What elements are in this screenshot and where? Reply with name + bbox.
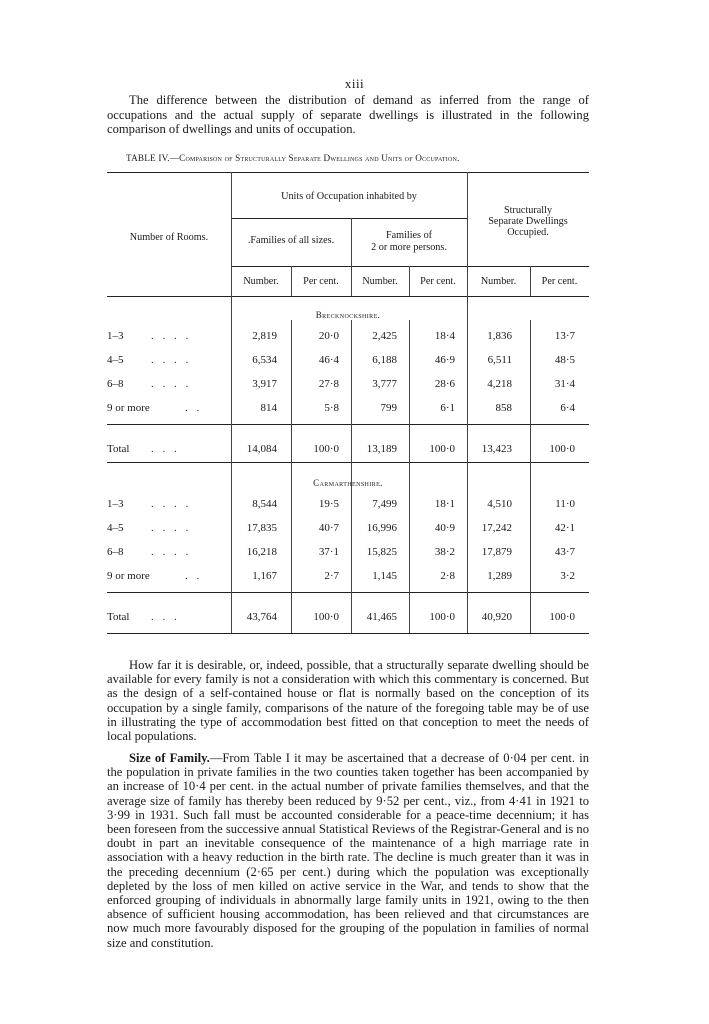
leader-dots: . . [185,402,203,414]
table-cell: 814 [260,402,277,414]
row-label-text: Total [107,611,130,623]
paragraph-accommodation: How far it is desirable, or, indeed, possible, that a structurally separate dwelling should be available for every family is not a consideration with which this commentary is concerned. But as the design of a self-contained house or flat is normally based on the conception of its occupation by a single family, comparisons of the nature of the foregoing table may be of use in illustrating the type of accommodation best fitted on that conception to meet the needs of local populations. [107,658,589,744]
header-percent-3: Per cent. [541,276,578,287]
row-label-text: Total [107,443,130,455]
leader-dots: . . . . [151,330,192,342]
header-dwellings-line3: Occupied. [507,227,549,238]
table-col-rule-data-2 [291,320,292,633]
table-cell: 17,242 [481,522,512,534]
table-title [126,153,596,163]
table-cell: 858 [495,402,512,414]
row-label [107,498,231,510]
table-cell: 2,425 [372,330,397,342]
table-cell: 15,825 [366,546,397,558]
table-rule-carmarthen-total-bottom [107,633,589,634]
table-cell: 6,188 [372,354,397,366]
table-cell: 100·0 [549,443,575,455]
table-cell: 8,544 [252,498,277,510]
header-families-all: .Families of all sizes. [247,235,335,246]
header-units-group: Units of Occupation inhabited by [281,191,417,202]
table-cell: 2,819 [252,330,277,342]
table-cell: 7,499 [372,498,397,510]
table-cell: 4,218 [487,378,512,390]
table-rule-header-bottom [107,296,589,297]
table-cell: 43·7 [554,546,575,558]
table-rule-top [107,172,589,173]
table-cell: 46·4 [318,354,339,366]
table-cell: 31·4 [554,378,575,390]
table-cell: 40·7 [318,522,339,534]
table-cell: 1,836 [487,330,512,342]
table-cell: 27·8 [318,378,339,390]
table-cell: 40·9 [434,522,455,534]
table-cell: 2·8 [440,570,455,582]
paragraph-size-of-family-text: —From Table I it may be ascertained that a decrease of 0·04 per cent. in the population in private families in the two counties taken together has been accompanied by an increase of 10·4 per cent. in the actual number of private families themselves, and that the average size of family has thereby been reduced by 9·52 per cent., viz., from 4·41 in 1921 to 3·99 in 1931. Such fall must be accounted considerable for a peace-time decennium; it has been foreseen from the successive annual Statistical Reviews of the Registrar-General and is no doubt in part an inevitable consequence of the maintenance of a high marriage rate in association with a heavy reduction in the birth rate. The decline is much greater than it was in the preceding decennium (2·65 per cent.) during which the population was exceptionally depleted by the loss of men killed on active service in the War, and tends to show that the enforced grouping of individuals in abnormally large family units in 1921, owing to the then absence of sufficient housing accommodation, has been relieved and that circumstances are now much more favourably disposed for the grouping of the population in families of normal size and constitution. [107,751,589,950]
row-label-text: 4–5 [107,522,124,534]
header-families-2-line2: 2 or more persons. [371,242,447,253]
header-dwellings-line1: Structurally [503,205,553,216]
table-col-rule-data-3 [351,320,352,633]
table-cell: 100·0 [313,611,339,623]
table-cell: 18·4 [434,330,455,342]
table-cell: 13,189 [366,443,397,455]
table-cell: 18·1 [434,498,455,510]
table-cell: 13·7 [554,330,575,342]
table-cell: 100·0 [549,611,575,623]
row-label-text: 6–8 [107,378,124,390]
table-cell: 6,534 [252,354,277,366]
row-label [107,443,231,455]
table-cell: 14,084 [246,443,277,455]
leader-dots: . . . [151,443,180,455]
table-cell: 19·5 [318,498,339,510]
table-cell: 48·5 [554,354,575,366]
row-label [107,402,231,414]
table-cell: 1,145 [372,570,397,582]
leader-dots: . . . [151,611,180,623]
table-cell: 17,835 [246,522,277,534]
comparison-table [107,172,589,636]
table-rule-brecknock-total-bottom [107,462,589,463]
table-cell: 42·1 [554,522,575,534]
table-cell: 4,510 [487,498,512,510]
table-cell: 28·6 [434,378,455,390]
header-dwellings-line2: Separate Dwellings [488,216,568,227]
table-cell: 1,167 [252,570,277,582]
row-label-text: 9 or more [107,570,150,582]
table-rule-carmarthen-total-top [107,592,589,593]
row-label [107,378,231,390]
row-label-text: 6–8 [107,546,124,558]
table-cell: 3·2 [560,570,575,582]
table-cell: 100·0 [429,443,455,455]
table-cell: 43,764 [246,611,277,623]
table-col-rule-data-6 [530,320,531,633]
row-label [107,611,231,623]
table-cell: 3,777 [372,378,397,390]
leader-dots: . . . . [151,378,192,390]
table-cell: 6·1 [440,402,455,414]
header-families-2-line1: Families of [385,230,433,241]
table-cell: 3,917 [252,378,277,390]
paragraph-size-of-family [107,751,589,950]
page-number: xiii [344,76,365,91]
table-cell: 6,511 [487,354,512,366]
table-cell: 37·1 [318,546,339,558]
header-rooms: Number of Rooms. [129,232,209,243]
table-cell: 6·4 [560,402,575,414]
row-label [107,546,231,558]
leader-dots: . . . . [151,354,192,366]
section-heading: Brecknockshire. [315,310,381,320]
leader-dots: . . [185,570,203,582]
table-cell: 46·9 [434,354,455,366]
table-cell: 16,996 [366,522,397,534]
table-cell: 38·2 [434,546,455,558]
intro-paragraph: The difference between the distribution of demand as inferred from the range of occupations and the actual supply of separate dwellings is illustrated in the following comparison of dwellings and units of occupation. [107,93,589,137]
header-percent-2: Per cent. [420,276,456,287]
paragraph-heading: Size of Family. [129,751,210,765]
table-cell: 13,423 [481,443,512,455]
header-number-3: Number. [480,276,517,287]
row-label-text: 4–5 [107,354,124,366]
table-title-text: Comparison of Structurally Separate Dwellings and Units of Occupation. [179,153,460,163]
table-rule-units [231,218,467,219]
row-label-text: 1–3 [107,330,124,342]
leader-dots: . . . . [151,546,192,558]
leader-dots: . . . . [151,522,192,534]
leader-dots: . . . . [151,498,192,510]
header-percent-1: Per cent. [303,276,339,287]
row-label [107,330,231,342]
row-label-text: 1–3 [107,498,124,510]
row-label-text: 9 or more [107,402,150,414]
table-cell: 11·0 [555,498,575,510]
table-col-rule-data-4 [409,320,410,633]
table-cell: 100·0 [313,443,339,455]
table-rule-brecknock-total-top [107,424,589,425]
table-cell: 17,879 [481,546,512,558]
row-label [107,570,231,582]
header-number-1: Number. [243,276,279,287]
section-heading: Carmarthenshire. [313,478,383,488]
table-cell: 1,289 [487,570,512,582]
table-cell: 2·7 [324,570,339,582]
table-rule-subheader [231,266,589,267]
table-cell: 40,920 [481,611,512,623]
table-cell: 16,218 [246,546,277,558]
row-label [107,522,231,534]
table-cell: 20·0 [318,330,339,342]
row-label [107,354,231,366]
table-cell: 100·0 [429,611,455,623]
table-cell: 5·8 [324,402,339,414]
table-cell: 799 [380,402,397,414]
header-number-2: Number. [362,276,398,287]
table-cell: 41,465 [366,611,397,623]
table-title-prefix: TABLE IV.— [126,153,180,163]
